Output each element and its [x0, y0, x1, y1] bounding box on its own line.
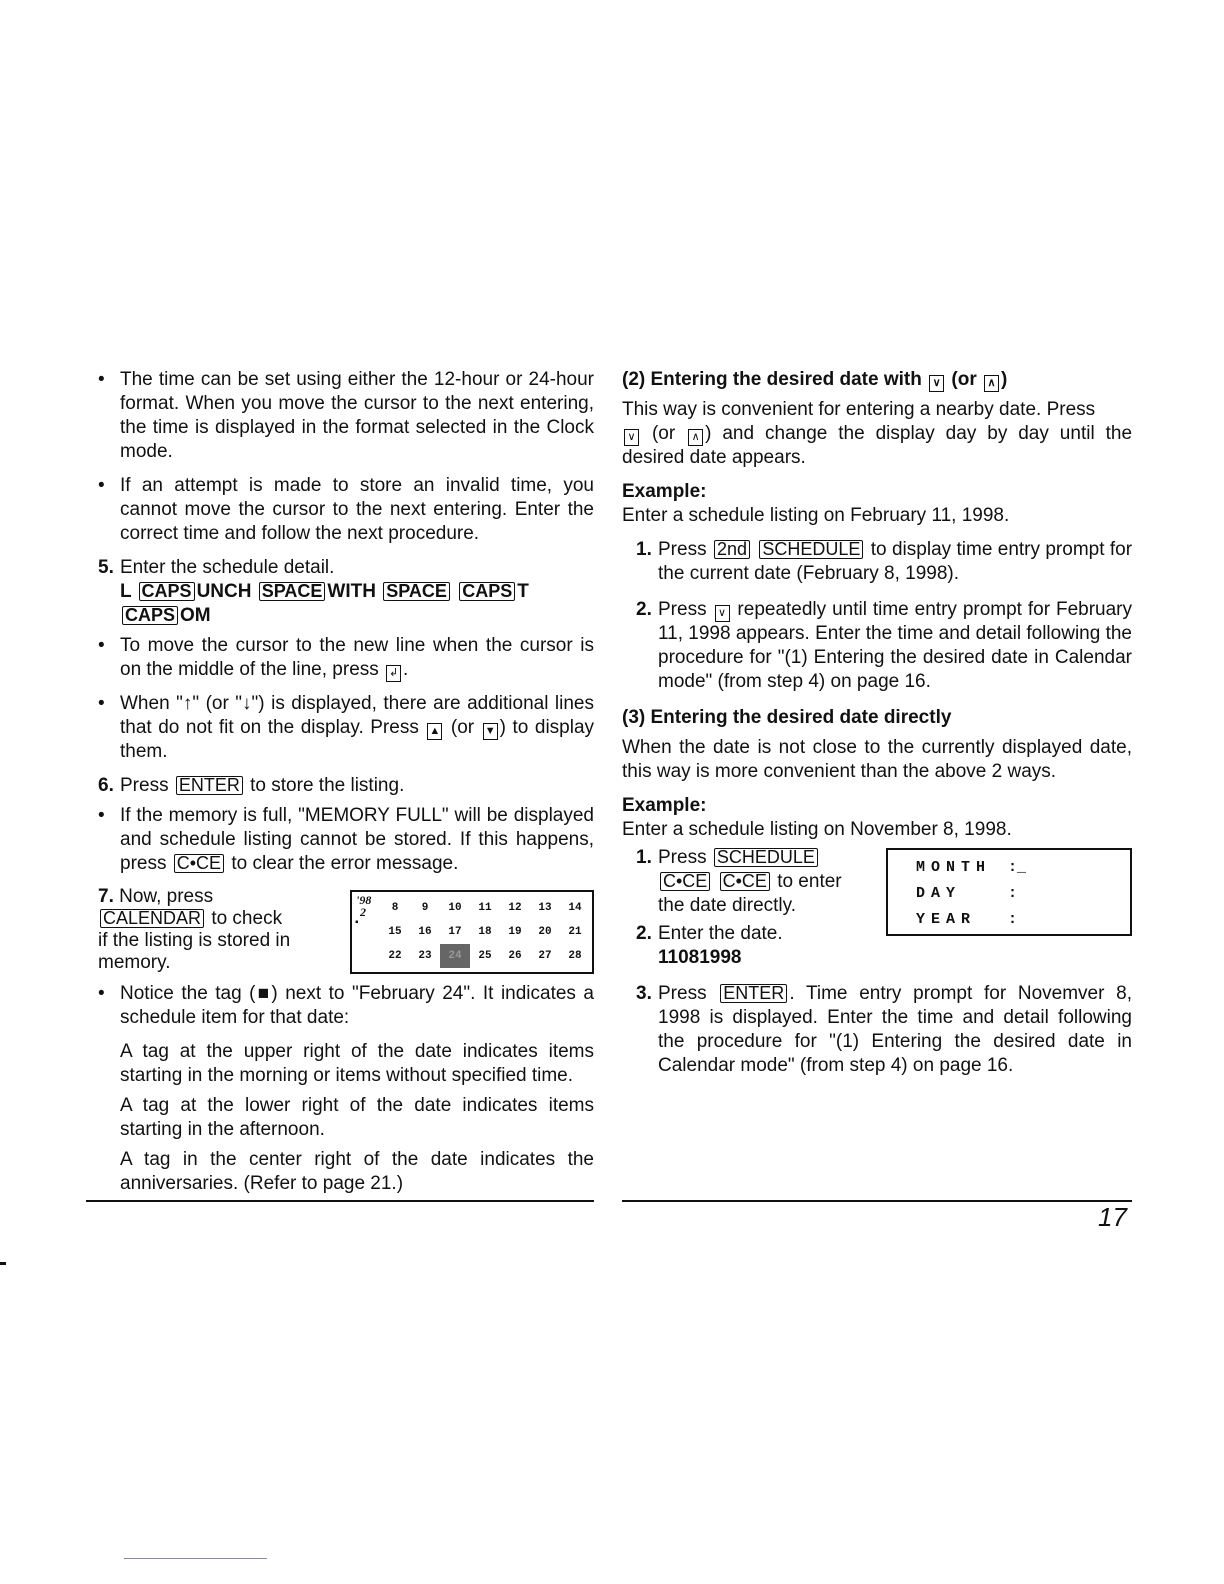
calendar-day: 16 [418, 926, 432, 938]
bullet-memory-full [98, 804, 594, 876]
step-text: memory. [98, 952, 171, 973]
tag-center-right: A tag in the center right of the date indicates the anniversaries. (Refer to page 21.) [120, 1149, 594, 1194]
step-5 [98, 556, 594, 628]
step-text: the date directly. [658, 895, 797, 916]
seq-om: OM [180, 605, 211, 626]
space-key: SPACE [383, 582, 450, 601]
display-row-year [916, 908, 1017, 932]
calendar-day: 8 [391, 902, 399, 914]
bullet-text-mid: (or [450, 717, 475, 738]
calendar-key: CALENDAR [100, 909, 204, 928]
section-2-step-2 [622, 598, 1132, 694]
enter-key: ENTER [176, 776, 243, 795]
step-6 [98, 774, 594, 798]
section-3-step-3 [622, 982, 1132, 1078]
step-text: Press [658, 847, 707, 868]
up-key-icon: ∧ [984, 375, 999, 392]
calendar-day: 13 [538, 902, 552, 914]
step-number: 3. [636, 983, 652, 1004]
left-column [98, 368, 594, 1202]
calendar-display [350, 890, 594, 974]
section-3-description: When the date is not close to the currently displayed date, this way is more convenient than the above 2 ways. [622, 737, 1132, 782]
calendar-day: 12 [508, 902, 522, 914]
example-text: Enter a schedule listing on February 11, 1998. [622, 505, 1010, 526]
calendar-day: 17 [448, 926, 462, 938]
page-number: 17 [1098, 1202, 1127, 1232]
bullet-tag-notice: • Notice the tag (■) next to "February 24". It indicates a schedule item for that date: [98, 982, 594, 1030]
section-3-step-1 [622, 846, 882, 918]
direct-entry-block [622, 846, 1132, 970]
calendar-day: 23 [418, 950, 432, 962]
tag-upper-right: A tag at the upper right of the date indicates items starting in the morning or items without specified time. [120, 1041, 594, 1086]
calendar-week [380, 944, 590, 968]
enter-icon: ↲ [386, 665, 401, 682]
step-text: to display time entry prompt for the current date (February 8, 1998). [658, 539, 1133, 584]
example-text: Enter a schedule listing on November 8, 1998. [622, 819, 1012, 840]
step-number: 2. [636, 923, 652, 944]
step-7 [98, 886, 594, 974]
year-label: YEAR [916, 911, 977, 928]
step-text: Press [658, 983, 707, 1004]
up-arrow-icon: ▲ [427, 723, 442, 740]
step-number: 5. [98, 557, 114, 578]
down-key-icon: ∨ [715, 605, 730, 622]
calendar-day: 10 [448, 902, 462, 914]
enter-key: ENTER [720, 984, 787, 1003]
space-key: SPACE [259, 582, 326, 601]
caps-key: CAPS [139, 582, 195, 601]
calendar-day: 19 [508, 926, 522, 938]
section-3-step-2 [622, 922, 882, 970]
calendar-grid [380, 896, 590, 968]
example-label: Example: [622, 795, 707, 816]
step-text: Now, press [119, 886, 214, 907]
calendar-week [380, 896, 590, 920]
left-footer-rule [86, 1200, 594, 1202]
section-2-heading [622, 368, 1132, 392]
month-value: :_ [1008, 859, 1027, 876]
bullet-new-line [98, 634, 594, 682]
calendar-day-selected: 24 [440, 944, 470, 968]
step-text: repeatedly until time entry prompt for February 11, 1998 appears. Enter the time and detail following the procedure for "(1) Entering the desired date in Calendar mode" (from step 4) on page 16. [658, 599, 1132, 692]
bullet-text: To move the cursor to the new line when the cursor is on the middle of the line, press [120, 635, 594, 680]
day-value: : [1008, 885, 1018, 902]
seq-l: L [120, 581, 132, 602]
step-text: . Time entry prompt for Novemver 8, 1998 is displayed. Enter the time and detail following the procedure for "(1) Entering the desired date in Calendar mode" (from step 4) on page 16. [658, 983, 1133, 1076]
calendar-day: 14 [568, 902, 582, 914]
calendar-day: 9 [421, 902, 429, 914]
section-2-description [622, 398, 1132, 470]
bullet-text-end: to clear the error message. [231, 853, 459, 874]
heading-text: ) [1001, 369, 1008, 390]
calendar-year: '98 [356, 893, 372, 907]
step-7-text [98, 886, 338, 974]
cce-key: C•CE [174, 854, 224, 873]
date-value: 11081998 [658, 947, 742, 968]
2nd-key: 2nd [714, 540, 750, 559]
cce-key: C•CE [720, 872, 770, 891]
desc-text: (or [651, 423, 676, 444]
calendar-day: 15 [388, 926, 402, 938]
right-column [622, 368, 1132, 1090]
day-label: DAY [916, 885, 962, 902]
calendar-day: 11 [478, 902, 492, 914]
calendar-day: 20 [538, 926, 552, 938]
bullet-time-format: • The time can be set using either the 12-hour or 24-hour format. When you move the cursor to the next entering, the time is displayed in the format selected in the Clock mode. [98, 368, 594, 464]
calendar-day: 18 [478, 926, 492, 938]
step-text-end: to store the listing. [250, 775, 405, 796]
step-text: Press [658, 539, 707, 560]
bullet-text: When "↑" (or "↓") is displayed, there are additional lines that do not fit on the display. Press [120, 693, 594, 738]
calendar-day: 21 [568, 926, 582, 938]
seq-with: WITH [327, 581, 376, 602]
right-footer-rule [622, 1200, 1132, 1202]
example-label: Example: [622, 481, 707, 502]
calendar-day: 27 [538, 950, 552, 962]
heading-text: (or [951, 369, 977, 390]
caps-key: CAPS [459, 582, 515, 601]
step-text: Press [120, 775, 169, 796]
bullet-text: If the memory is full, "MEMORY FULL" will be displayed and schedule listing cannot be stored. If this happens, press [120, 805, 594, 874]
caps-key: CAPS [122, 606, 178, 625]
calendar-month: 2 [360, 905, 366, 919]
desc-text: This way is convenient for entering a nearby date. Press [622, 399, 1096, 420]
section-2-step-1 [622, 538, 1132, 586]
schedule-key: SCHEDULE [714, 848, 818, 867]
down-key-icon: ∨ [624, 429, 639, 446]
step-number: 1. [636, 847, 652, 868]
step-number: 2. [636, 599, 652, 620]
heading-text: (2) Entering the desired date with [622, 369, 922, 390]
step-text: Enter the date. [658, 923, 783, 944]
step-text: to enter [777, 871, 842, 892]
down-arrow-icon: ▼ [483, 723, 498, 740]
schedule-key: SCHEDULE [759, 540, 863, 559]
calendar-day: 22 [388, 950, 402, 962]
bullet-invalid-time: • If an attempt is made to store an invalid time, you cannot move the cursor to the next entering. Enter the correct time and follow the next procedure. [98, 474, 594, 546]
year-value: : [1008, 911, 1018, 928]
date-entry-display [886, 848, 1132, 936]
section-3-heading: (3) Entering the desired date directly [622, 707, 952, 728]
bullet-additional-lines [98, 692, 594, 764]
step-text: to check [211, 908, 283, 929]
down-key-icon: ∨ [929, 375, 944, 392]
calendar-day: 25 [478, 950, 492, 962]
calendar-marker-icon: ▪ [355, 917, 359, 928]
step-number: 1. [636, 539, 652, 560]
tag-lower-right: A tag at the lower right of the date indicates items starting in the afternoon. [120, 1095, 594, 1140]
seq-unch: UNCH [196, 581, 252, 602]
desc-text: ) and change the display day by day until the desired date appears. [622, 423, 1133, 468]
step-text: Press [658, 599, 707, 620]
display-row-day [916, 882, 1017, 906]
bullet-text-end: ) to display them. [120, 717, 595, 762]
margin-mark [0, 1262, 6, 1265]
step-text: Enter the schedule detail. [120, 557, 335, 578]
seq-t: T [517, 581, 529, 602]
month-label: MONTH [916, 859, 992, 876]
key-sequence-example [120, 580, 594, 628]
step-text: if the listing is stored in [98, 930, 291, 951]
calendar-day: 26 [508, 950, 522, 962]
step-number: 7. [98, 886, 114, 907]
calendar-day: 28 [568, 950, 582, 962]
display-row-month [916, 856, 1026, 880]
calendar-week [380, 920, 590, 944]
footer-line [124, 1558, 267, 1559]
step-number: 6. [98, 775, 114, 796]
cce-key: C•CE [660, 872, 710, 891]
bullet-text-end: . [403, 659, 409, 680]
up-key-icon: ∧ [688, 429, 703, 446]
